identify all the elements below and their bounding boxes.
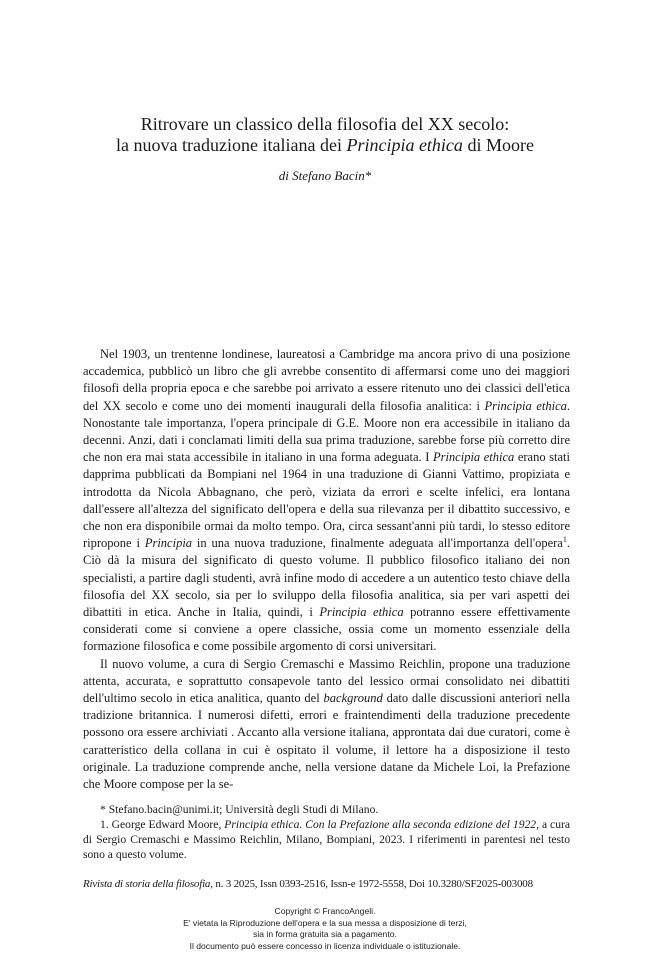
title-italic-work: Principia ethica [346,135,463,155]
text-run: Nel 1903, un trentenne londinese, laureatosi a Cambridge ma ancora privo di una posizione accademica, pubblicò un libro che gli avrebbe consentito di affermarsi come uno dei maggiori filosofi della propria epoca e che sarebbe poi arrivato a essere ritenuto uno dei classici dell'etica del XX secolo e come uno dei momenti inaugurali della filosofia analitica: i [83,347,570,413]
journal-title: Rivista di storia della filosofia [83,878,211,890]
footnote-1 [83,817,570,862]
copyright-line: E' vietata la Riproduzione dell'opera e la sua messa a disposizione di terzi, [183,917,467,928]
text-run: Il nuovo volume, a cura di Sergio Cremaschi e Massimo Reichlin, propone una traduzione attenta, accurata, e soprattutto consapevole tanto del lessico ormai consolidato nei dibattiti dell'ultimo secolo in etica analitica, quanto del [83,656,570,706]
text-run: , a cura di Sergio Cremaschi e Massimo Reichlin, Milano, Bompiani, 2023. I riferimenti in parentesi nel testo sono a questo volume. [83,818,571,861]
title-line-1: Ritrovare un classico della filosofia del XX secolo: [140,114,510,134]
author-byline: di Stefano Bacin* [278,168,372,183]
copyright-line: Il documento può essere concesso in licenza individuale o istituzionale. [189,940,461,951]
text-run: in una nuova traduzione, finalmente adeguata all'importanza dell'opera [192,536,563,551]
text-run: . Nonostante tale importanza, l'opera principale di G.E. Moore non era accessibile in italiano da decenni. Anzi, dati i conclamati limiti della sua prima traduzione, sarebbe forse più corretto dire che non era mai stata accessibile in italiano in una forma adeguata. I [83,398,570,465]
footnote-author: * Stefano.bacin@unimi.it; Università degli Studi di Milano. [100,803,379,816]
italic-run: Principia ethica [484,398,567,413]
text-run: 1. George Edward Moore, [100,818,225,831]
italic-run: Principia ethica. Con la Prefazione alla seconda edizione del 1922 [224,818,537,831]
journal-details: , n. 3 2025, Issn 0393-2516, Issn-e 1972-5558, Doi 10.3280/SF2025-003008 [210,878,533,890]
text-run: dato dalle discussioni anteriori nella tradizione britannica. I numerosi difetti, errori e fraintendimenti della traduzione precedente possono ora essere archiviati . Accanto alla versione italiana, approntata dai due curatori, come è caratteristico della collana in cui è ospitato il volume, il lettore ha a disposizione il testo originale. La traduzione comprende anche, nella versione datane da Michele Loi, la Prefazione che Moore compose per la se- [83,691,570,792]
paragraph-1 [83,346,570,656]
copyright-line: Copyright © FrancoAngeli. [274,906,376,916]
copyright-notice [60,906,590,952]
footnote-ref-1[interactable]: 1 [562,535,567,545]
text-run: . Ciò dà la misura del significato di questo volume. Il pubblico filosofico italiano dei non specialisti, a partire dagli studenti, avrà infine modo di accedere a un autentico testo chiave della filosofia del XX secolo, sia per lo sviluppo della filosofia analitica, sia per vari aspetti dei dibattiti in etica. Anche in Italia, quindi, i [83,536,570,620]
title-line-2-text: la nuova traduzione italiana dei [116,135,347,155]
italic-run: Principia [144,536,193,551]
journal-citation [83,878,583,890]
italic-run: background [323,691,383,706]
copyright-line: sia in forma gratuita sia a pagamento. [253,929,397,939]
italic-run: Principia ethica [319,605,404,620]
text-run: potranno essere effettivamente considerati come si conviene a opere classiche, ossia come un momento essenziale della formazione filosofica e come possibile argomento di corsi universitari. [83,605,570,654]
article-body [83,346,570,793]
text-run: erano stati dapprima pubblicati da Bompiani nel 1964 in una traduzione di Gianni Vattimo, propiziata e introdotta da Nicola Abbagnano, che però, viziata da errori e scelte infelici, era lontana dall'essere all'altezza del significato dell'opera e della sua rilevanza per il dibattito successivo, e che non era disponibile ormai da molto tempo. Ora, circa sessant'anni più tardi, lo stesso editore ripropone i [83,450,570,551]
italic-run: Principia ethica [432,450,515,465]
footnotes [83,802,570,862]
article-title [60,114,590,156]
title-line-2-end: di Moore [462,135,534,155]
title-line-2 [60,135,590,156]
paragraph-2 [83,656,570,794]
